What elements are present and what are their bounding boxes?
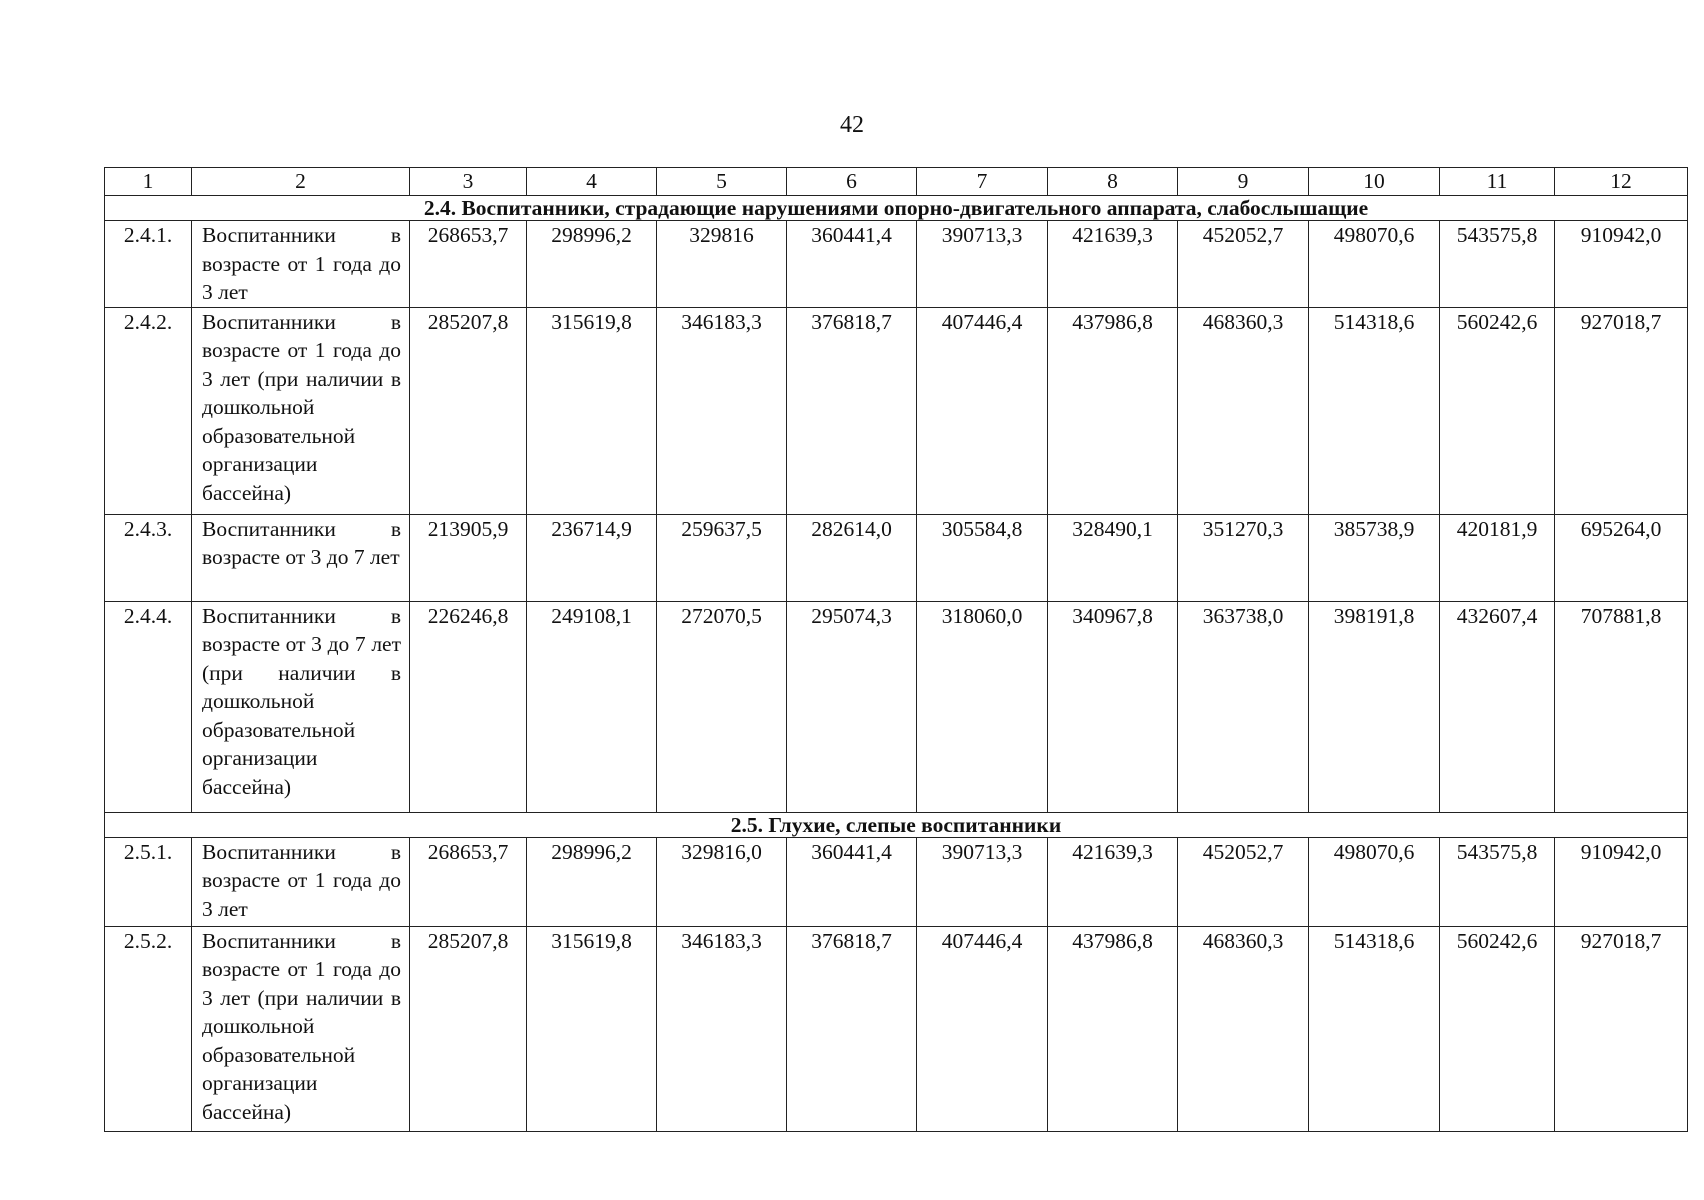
value-cell: 452052,7: [1178, 837, 1309, 926]
value-cell: 498070,6: [1309, 837, 1440, 926]
value-cell: 407446,4: [917, 307, 1048, 514]
value-cell: 560242,6: [1440, 307, 1555, 514]
row-description: Воспитанники в возрасте от 1 года до 3 лет: [192, 221, 410, 308]
value-cell: 514318,6: [1309, 926, 1440, 1131]
value-cell: 707881,8: [1555, 601, 1688, 812]
value-cell: 360441,4: [787, 221, 917, 308]
value-cell: 268653,7: [410, 837, 527, 926]
value-cell: 421639,3: [1048, 221, 1178, 308]
value-cell: 437986,8: [1048, 307, 1178, 514]
value-cell: 346183,3: [657, 307, 787, 514]
table-row: [105, 601, 1688, 812]
value-cell: 363738,0: [1178, 601, 1309, 812]
column-number: 2: [192, 168, 410, 196]
value-cell: 249108,1: [527, 601, 657, 812]
section-heading-row: [105, 196, 1688, 221]
value-cell: 315619,8: [527, 307, 657, 514]
row-code: 2.4.4.: [105, 601, 192, 812]
column-number-row: [105, 168, 1688, 196]
row-code: 2.5.1.: [105, 837, 192, 926]
column-number: 11: [1440, 168, 1555, 196]
column-number: 7: [917, 168, 1048, 196]
column-number: 12: [1555, 168, 1688, 196]
value-cell: 268653,7: [410, 221, 527, 308]
value-cell: 315619,8: [527, 926, 657, 1131]
value-cell: 360441,4: [787, 837, 917, 926]
table-row: [105, 926, 1688, 1131]
value-cell: 376818,7: [787, 926, 917, 1131]
section-title: 2.5. Глухие, слепые воспитанники: [105, 812, 1688, 837]
value-cell: 543575,8: [1440, 221, 1555, 308]
value-cell: 351270,3: [1178, 514, 1309, 601]
page-number: 42: [840, 112, 864, 138]
value-cell: 385738,9: [1309, 514, 1440, 601]
value-cell: 213905,9: [410, 514, 527, 601]
value-cell: 420181,9: [1440, 514, 1555, 601]
value-cell: 328490,1: [1048, 514, 1178, 601]
value-cell: 285207,8: [410, 926, 527, 1131]
table-row: [105, 307, 1688, 514]
column-number: 6: [787, 168, 917, 196]
value-cell: 346183,3: [657, 926, 787, 1131]
row-description: Воспитанники в возрасте от 3 до 7 лет: [192, 514, 410, 601]
value-cell: 272070,5: [657, 601, 787, 812]
value-cell: 295074,3: [787, 601, 917, 812]
value-cell: 305584,8: [917, 514, 1048, 601]
value-cell: 452052,7: [1178, 221, 1309, 308]
column-number: 4: [527, 168, 657, 196]
value-cell: 376818,7: [787, 307, 917, 514]
column-number: 1: [105, 168, 192, 196]
value-cell: 432607,4: [1440, 601, 1555, 812]
value-cell: 282614,0: [787, 514, 917, 601]
section-title: 2.4. Воспитанники, страдающие нарушениями опорно-двигательного аппарата, слабослышащие: [105, 196, 1688, 221]
row-description: Воспитанники в возрасте от 1 года до 3 лет (при наличии в дошкольной образовательной организации бассейна): [192, 926, 410, 1131]
column-number: 5: [657, 168, 787, 196]
value-cell: 498070,6: [1309, 221, 1440, 308]
value-cell: 560242,6: [1440, 926, 1555, 1131]
column-number: 10: [1309, 168, 1440, 196]
value-cell: 390713,3: [917, 221, 1048, 308]
value-cell: 298996,2: [527, 837, 657, 926]
table-row: [105, 221, 1688, 308]
value-cell: 329816: [657, 221, 787, 308]
value-cell: 259637,5: [657, 514, 787, 601]
rates-table: [104, 167, 1688, 1132]
value-cell: 318060,0: [917, 601, 1048, 812]
row-code: 2.4.3.: [105, 514, 192, 601]
column-number: 9: [1178, 168, 1309, 196]
value-cell: 329816,0: [657, 837, 787, 926]
column-number: 3: [410, 168, 527, 196]
value-cell: 910942,0: [1555, 221, 1688, 308]
value-cell: 407446,4: [917, 926, 1048, 1131]
value-cell: 543575,8: [1440, 837, 1555, 926]
row-description: Воспитанники в возрасте от 3 до 7 лет (при наличии в дошкольной образовательной организации бассейна): [192, 601, 410, 812]
value-cell: 421639,3: [1048, 837, 1178, 926]
value-cell: 927018,7: [1555, 307, 1688, 514]
value-cell: 437986,8: [1048, 926, 1178, 1131]
section-heading-row: [105, 812, 1688, 837]
rates-table-container: [104, 167, 1687, 1132]
row-code: 2.4.1.: [105, 221, 192, 308]
value-cell: 340967,8: [1048, 601, 1178, 812]
column-number: 8: [1048, 168, 1178, 196]
value-cell: 390713,3: [917, 837, 1048, 926]
table-row: [105, 514, 1688, 601]
value-cell: 514318,6: [1309, 307, 1440, 514]
value-cell: 226246,8: [410, 601, 527, 812]
value-cell: 468360,3: [1178, 926, 1309, 1131]
value-cell: 695264,0: [1555, 514, 1688, 601]
row-code: 2.5.2.: [105, 926, 192, 1131]
value-cell: 285207,8: [410, 307, 527, 514]
value-cell: 236714,9: [527, 514, 657, 601]
value-cell: 927018,7: [1555, 926, 1688, 1131]
value-cell: 398191,8: [1309, 601, 1440, 812]
table-row: [105, 837, 1688, 926]
value-cell: 298996,2: [527, 221, 657, 308]
value-cell: 910942,0: [1555, 837, 1688, 926]
row-description: Воспитанники в возрасте от 1 года до 3 лет (при наличии в дошкольной образовательной организации бассейна): [192, 307, 410, 514]
row-code: 2.4.2.: [105, 307, 192, 514]
value-cell: 468360,3: [1178, 307, 1309, 514]
row-description: Воспитанники в возрасте от 1 года до 3 лет: [192, 837, 410, 926]
